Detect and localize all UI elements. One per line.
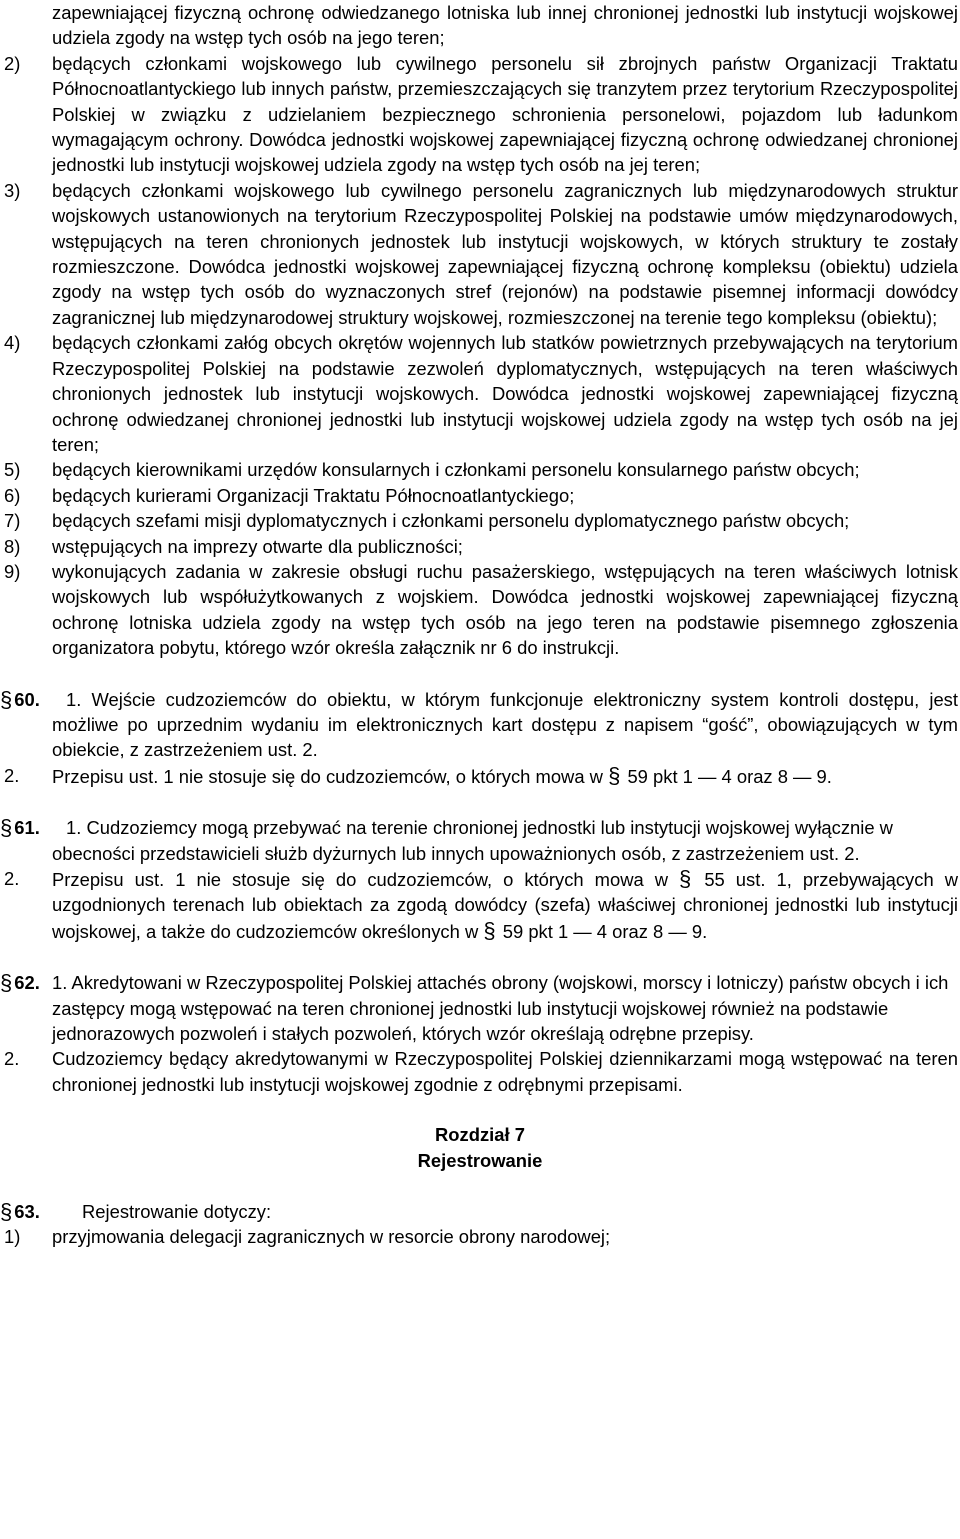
list-text: będących członkami wojskowego lub cywilnego personelu zagranicznych lub międzynarodowych struktur wojskowych ustanowionych na terytorium Rzeczypospolitej Polskiej na podstawie umów międzynarodowych, wstępujących na teren chronionych jednostek lub instytucji wojskowych, w których struktury te zostały rozmieszczone. Dowódca jednostki wojskowej zapewniającej fizyczną ochronę kompleksu (obiektu) udziela zgody na wstęp tych osób do wyznaczonych stref (rejonów) na podstawie pisemnej informacji dowódcy zagranicznej lub międzynarodowej struktury wojskowej, rozmieszczonej na terenie tego kompleksu (obiektu);	[52, 179, 958, 328]
paragraph-number: 2.	[4, 764, 20, 786]
list-text: będących kierownikami urzędów konsularnych i członkami personelu konsularnego państw obcych;	[52, 459, 860, 481]
list-item	[0, 51, 960, 178]
section-intro: Rejestrowanie dotyczy:	[82, 1201, 272, 1223]
section-61	[0, 815, 960, 944]
section-sign-icon: §	[0, 970, 13, 996]
list-item	[0, 457, 960, 482]
list-text: będących kurierami Organizacji Traktatu Północnoatlantyckiego;	[52, 484, 575, 506]
list-items	[0, 51, 960, 661]
paragraph-1: 1. Wejście cudzoziemców do obiektu, w którym funkcjonuje elektroniczny system kontroli dostępu, jest możliwe po uprzednim wydaniu im elektronicznych kart dostępu z napisem “gość”, obowiązujących w tym obiekcie, z zastrzeżeniem ust. 2.	[52, 688, 958, 761]
chapter-title: Rozdział 7	[435, 1124, 525, 1146]
paragraph-2: Przepisu ust. 1 nie stosuje się do cudzoziemców, o których mowa w § 59 pkt 1 — 4 oraz 8 — 9.	[52, 762, 832, 788]
chapter-subtitle: Rejestrowanie	[417, 1149, 543, 1171]
section-sign-icon: §	[608, 762, 621, 788]
list-number: 8)	[4, 535, 21, 557]
list-number: 5)	[4, 459, 21, 481]
section-sign-icon: §	[679, 866, 692, 891]
paragraph-1: 1. Cudzoziemcy mogą przebywać na terenie chronionej jednostki lub instytucji wojskowej wyłącznie w obecności przedstawicieli służb dyżurnych lub innych upoważnionych osób, z zastrzeżeniem ust. 2.	[52, 817, 893, 864]
paragraph-number: 2.	[4, 1048, 20, 1070]
section-number: § 60.	[0, 686, 40, 712]
list-item	[0, 559, 960, 661]
list-text: wykonujących zadania w zakresie obsługi ruchu pasażerskiego, wstępujących na teren właściwych lotnisk wojskowych lub współużytkowanych z wojskiem. Dowódca jednostki wojskowej zapewniającej fizyczną ochronę lotniska udziela zgody na wstęp tych osób na jego teren na podstawie pisemnego zgłoszenia organizatora pobytu, którego wzór określa załącznik nr 6 do instrukcji.	[52, 560, 958, 659]
paragraph-2: Cudzoziemcy będący akredytowanymi w Rzeczypospolitej Polskiej dziennikarzami mogą wstępować na teren chronionej jednostki lub instytucji wojskowej zgodnie z odrębnymi przepisami.	[52, 1048, 958, 1095]
list-number: 4)	[4, 332, 21, 354]
section-sign-icon: §	[483, 917, 496, 943]
list-number: 2)	[4, 52, 21, 74]
section-60	[0, 687, 960, 790]
list-number: 6)	[4, 484, 21, 506]
list-text: będących szefami misji dyplomatycznych i członkami personelu dyplomatycznego państw obcych;	[52, 510, 850, 532]
list-number: 9)	[4, 560, 21, 582]
paragraph-1: 1. Akredytowani w Rzeczypospolitej Polskiej attachés obrony (wojskowi, morscy i lotniczy) państw obcych i ich zastępcy mogą wstępować na teren chronionej jednostki lub instytucji wojskowej również na podstawie jednorazowych pozwoleń i stałych pozwoleń, których wzór określają odrębne przepisy.	[52, 972, 949, 1045]
list-number: 1)	[4, 1226, 21, 1248]
list-text: wstępujących na imprezy otwarte dla publiczności;	[52, 535, 463, 557]
list-number: 7)	[4, 510, 21, 532]
section-63	[0, 1199, 960, 1250]
list-item	[0, 178, 960, 330]
section-sign-icon: §	[0, 815, 13, 841]
list-item	[0, 330, 960, 457]
section-number: § 62.	[0, 970, 40, 996]
list-item	[0, 508, 960, 533]
list-number: 3)	[4, 179, 21, 201]
section-number: § 63.	[0, 1199, 40, 1225]
section-sign-icon: §	[0, 686, 13, 712]
list-item	[0, 483, 960, 508]
list-text: będących członkami wojskowego lub cywilnego personelu sił zbrojnych państw Organizacji Traktatu Północnoatlantyckiego lub innych państw, przemieszczających się tranzytem przez terytorium Rzeczypospolitej Polskiej w związku z udzielaniem bezpiecznego schronienia personelowi, pojazdom lub ładunkom wymagającym ochrony. Dowódca jednostki wojskowej zapewniającej fizyczną ochronę odwiedzanej chronionej jednostki lub instytucji wojskowej udziela zgody na wstęp tych osób na jej teren;	[52, 52, 958, 176]
section-sign-icon: §	[0, 1199, 13, 1225]
section-number: § 61.	[0, 815, 40, 841]
paragraph-number: 2.	[4, 868, 20, 889]
list-item	[0, 534, 960, 559]
list-item: przyjmowania delegacji zagranicznych w resorcie obrony narodowej;	[52, 1226, 611, 1248]
section-62	[0, 970, 960, 1097]
paragraph-2: Przepisu ust. 1 nie stosuje się do cudzoziemców, o których mowa w § 55 ust. 1, przebywających w uzgodnionych terenach lub obiektach za zgodą dowódcy (szefa) właściwej chronionej jednostki lub instytucji wojskowej, a także do cudzoziemców określonych w § 59 pkt 1 — 4 oraz 8 — 9.	[52, 866, 958, 943]
continued-paragraph: zapewniającej fizyczną ochronę odwiedzanego lotniska lub innej chronionej jednostki lub instytucji wojskowej udziela zgody na wstęp tych osób na jego teren;	[52, 2, 958, 49]
list-text: będących członkami załóg obcych okrętów wojennych lub statków powietrznych przebywających na terytorium Rzeczypospolitej Polskiej na podstawie zezwoleń dyplomatycznych, wstępujących na teren właściwych chronionych jednostek lub instytucji wojskowych. Dowódca jednostki wojskowej zapewniającej fizyczną ochronę odwiedzanej chronionej jednostki lub instytucji wojskowej udziela zgody na wstęp tych osób na jej teren;	[52, 332, 958, 455]
